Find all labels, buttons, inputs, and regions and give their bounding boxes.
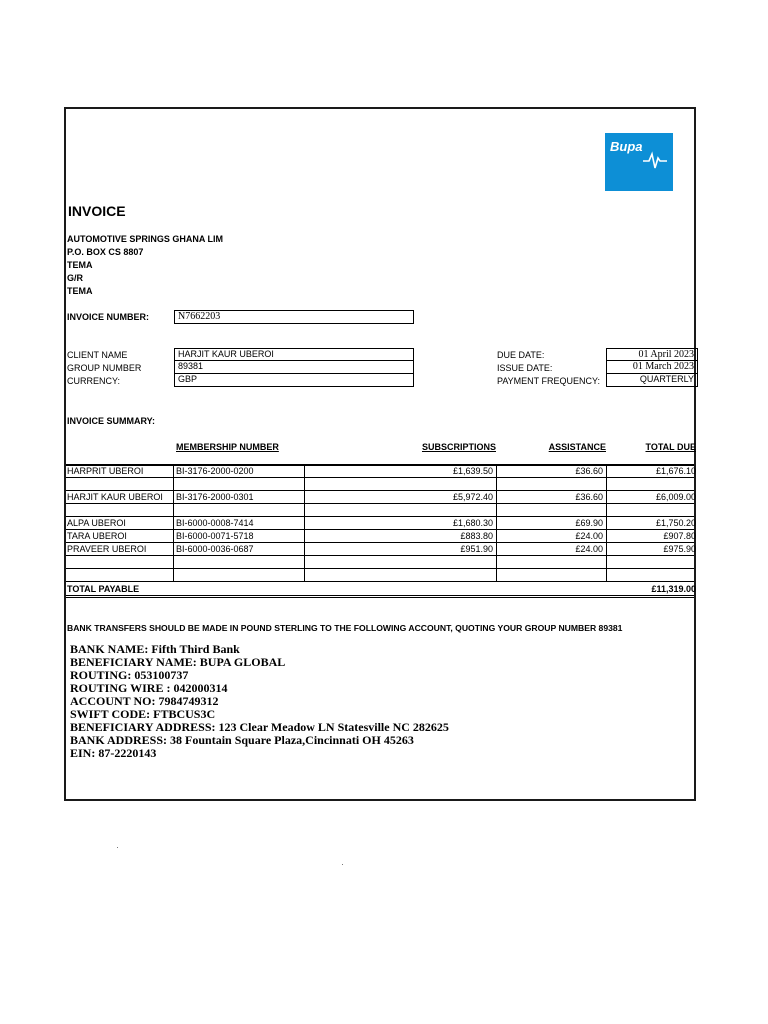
issue-date-value: 01 March 2023 [606, 361, 698, 374]
total-due-amount: £6,009.00 [655, 492, 696, 502]
total-due-amount: £1,676.10 [655, 466, 696, 476]
table-divider [304, 464, 305, 581]
membership-number-header: MEMBERSHIP NUMBER [176, 442, 279, 452]
table-rule [66, 503, 694, 504]
address-line: AUTOMOTIVE SPRINGS GHANA LIM [67, 234, 224, 244]
routing-wire: ROUTING WIRE : 042000314 [70, 681, 228, 695]
invoice-sheet [64, 107, 696, 801]
ein: EIN: 87-2220143 [70, 746, 157, 760]
swift-code: SWIFT CODE: FTBCUS3C [70, 707, 216, 721]
total-due-header: TOTAL DUE [645, 442, 696, 452]
table-rule [66, 477, 694, 478]
routing-number: ROUTING: 053100737 [70, 668, 189, 682]
member-name: HARJIT KAUR UBEROI [67, 492, 163, 502]
table-rule [66, 542, 694, 543]
table-divider [173, 464, 174, 581]
currency-label: CURRENCY: [67, 376, 121, 386]
bank-details [70, 643, 449, 760]
group-number-label: GROUP NUMBER [67, 363, 142, 373]
beneficiary-name: BENEFICIARY NAME: BUPA GLOBAL [70, 655, 286, 669]
table-rule [66, 516, 694, 517]
table-divider [496, 464, 497, 581]
membership-number: BI-6000-0008-7414 [176, 518, 254, 528]
total-due-amount: £1,750.20 [655, 518, 696, 528]
total-payable-label: TOTAL PAYABLE [67, 584, 140, 594]
customer-address [67, 233, 223, 298]
subscription-amount: £1,680.30 [452, 518, 493, 528]
table-rule [66, 581, 694, 582]
subscription-amount: £951.90 [460, 544, 493, 554]
table-rule [66, 568, 694, 569]
member-name: ALPA UBEROI [67, 518, 126, 528]
assistance-amount: £36.60 [575, 466, 603, 476]
client-name-value: HARJIT KAUR UBEROI [174, 348, 414, 361]
payment-frequency-label: PAYMENT FREQUENCY: [497, 376, 601, 386]
invoice-summary-label: INVOICE SUMMARY: [67, 416, 156, 426]
member-name: PRAVEER UBEROI [67, 544, 147, 554]
table-rule [66, 595, 694, 596]
bupa-logo [605, 133, 673, 191]
scan-speck [342, 864, 343, 865]
scan-speck [117, 847, 118, 848]
address-line: G/R [67, 273, 84, 283]
address-line: P.O. BOX CS 8807 [67, 247, 144, 257]
client-name-label: CLIENT NAME [67, 350, 128, 360]
logo-text: Bupa [610, 139, 643, 154]
beneficiary-address: BENEFICIARY ADDRESS: 123 Clear Meadow LN Statesville NC 282625 [70, 720, 449, 734]
member-name: TARA UBEROI [67, 531, 127, 541]
issue-date-label: ISSUE DATE: [497, 363, 553, 373]
subscription-amount: £883.80 [460, 531, 493, 541]
table-rule [66, 555, 694, 556]
table-rule [66, 597, 694, 598]
invoice-number-label: INVOICE NUMBER: [67, 312, 150, 322]
address-line: TEMA [67, 260, 93, 270]
total-due-amount: £975.90 [663, 544, 696, 554]
total-payable-value: £11,319.00 [651, 584, 696, 594]
member-name: HARPRIT UBEROI [67, 466, 144, 476]
due-date-value: 01 April 2023 [606, 348, 698, 361]
membership-number: BI-6000-0071-5718 [176, 531, 254, 541]
membership-number: BI-6000-0036-0687 [176, 544, 254, 554]
subscriptions-header: SUBSCRIPTIONS [421, 442, 496, 452]
due-date-label: DUE DATE: [497, 350, 545, 360]
assistance-amount: £36.60 [575, 492, 603, 502]
group-number-value: 89381 [174, 361, 414, 374]
account-number: ACCOUNT NO: 7984749312 [70, 694, 219, 708]
subscription-amount: £5,972.40 [452, 492, 493, 502]
currency-value: GBP [174, 374, 414, 387]
heartbeat-icon [605, 133, 673, 191]
address-line: TEMA [67, 286, 93, 296]
assistance-amount: £24.00 [575, 544, 603, 554]
payment-frequency-value: QUARTERLY [606, 374, 698, 387]
assistance-amount: £24.00 [575, 531, 603, 541]
membership-number: BI-3176-2000-0301 [176, 492, 254, 502]
total-due-amount: £907.80 [663, 531, 696, 541]
table-rule [66, 529, 694, 530]
bank-transfer-note: BANK TRANSFERS SHOULD BE MADE IN POUND STERLING TO THE FOLLOWING ACCOUNT, QUOTING YOUR GROUP NUMBER 89381 [67, 623, 623, 633]
bank-address: BANK ADDRESS: 38 Fountain Square Plaza,Cincinnati OH 45263 [70, 733, 414, 747]
assistance-amount: £69.90 [575, 518, 603, 528]
bank-name: BANK NAME: Fifth Third Bank [70, 642, 240, 656]
invoice-number-value: N7662203 [174, 310, 414, 324]
subscription-amount: £1,639.50 [452, 466, 493, 476]
assistance-header: ASSISTANCE [548, 442, 606, 452]
membership-number: BI-3176-2000-0200 [176, 466, 254, 476]
invoice-title: INVOICE [68, 203, 126, 219]
table-rule [66, 490, 694, 491]
